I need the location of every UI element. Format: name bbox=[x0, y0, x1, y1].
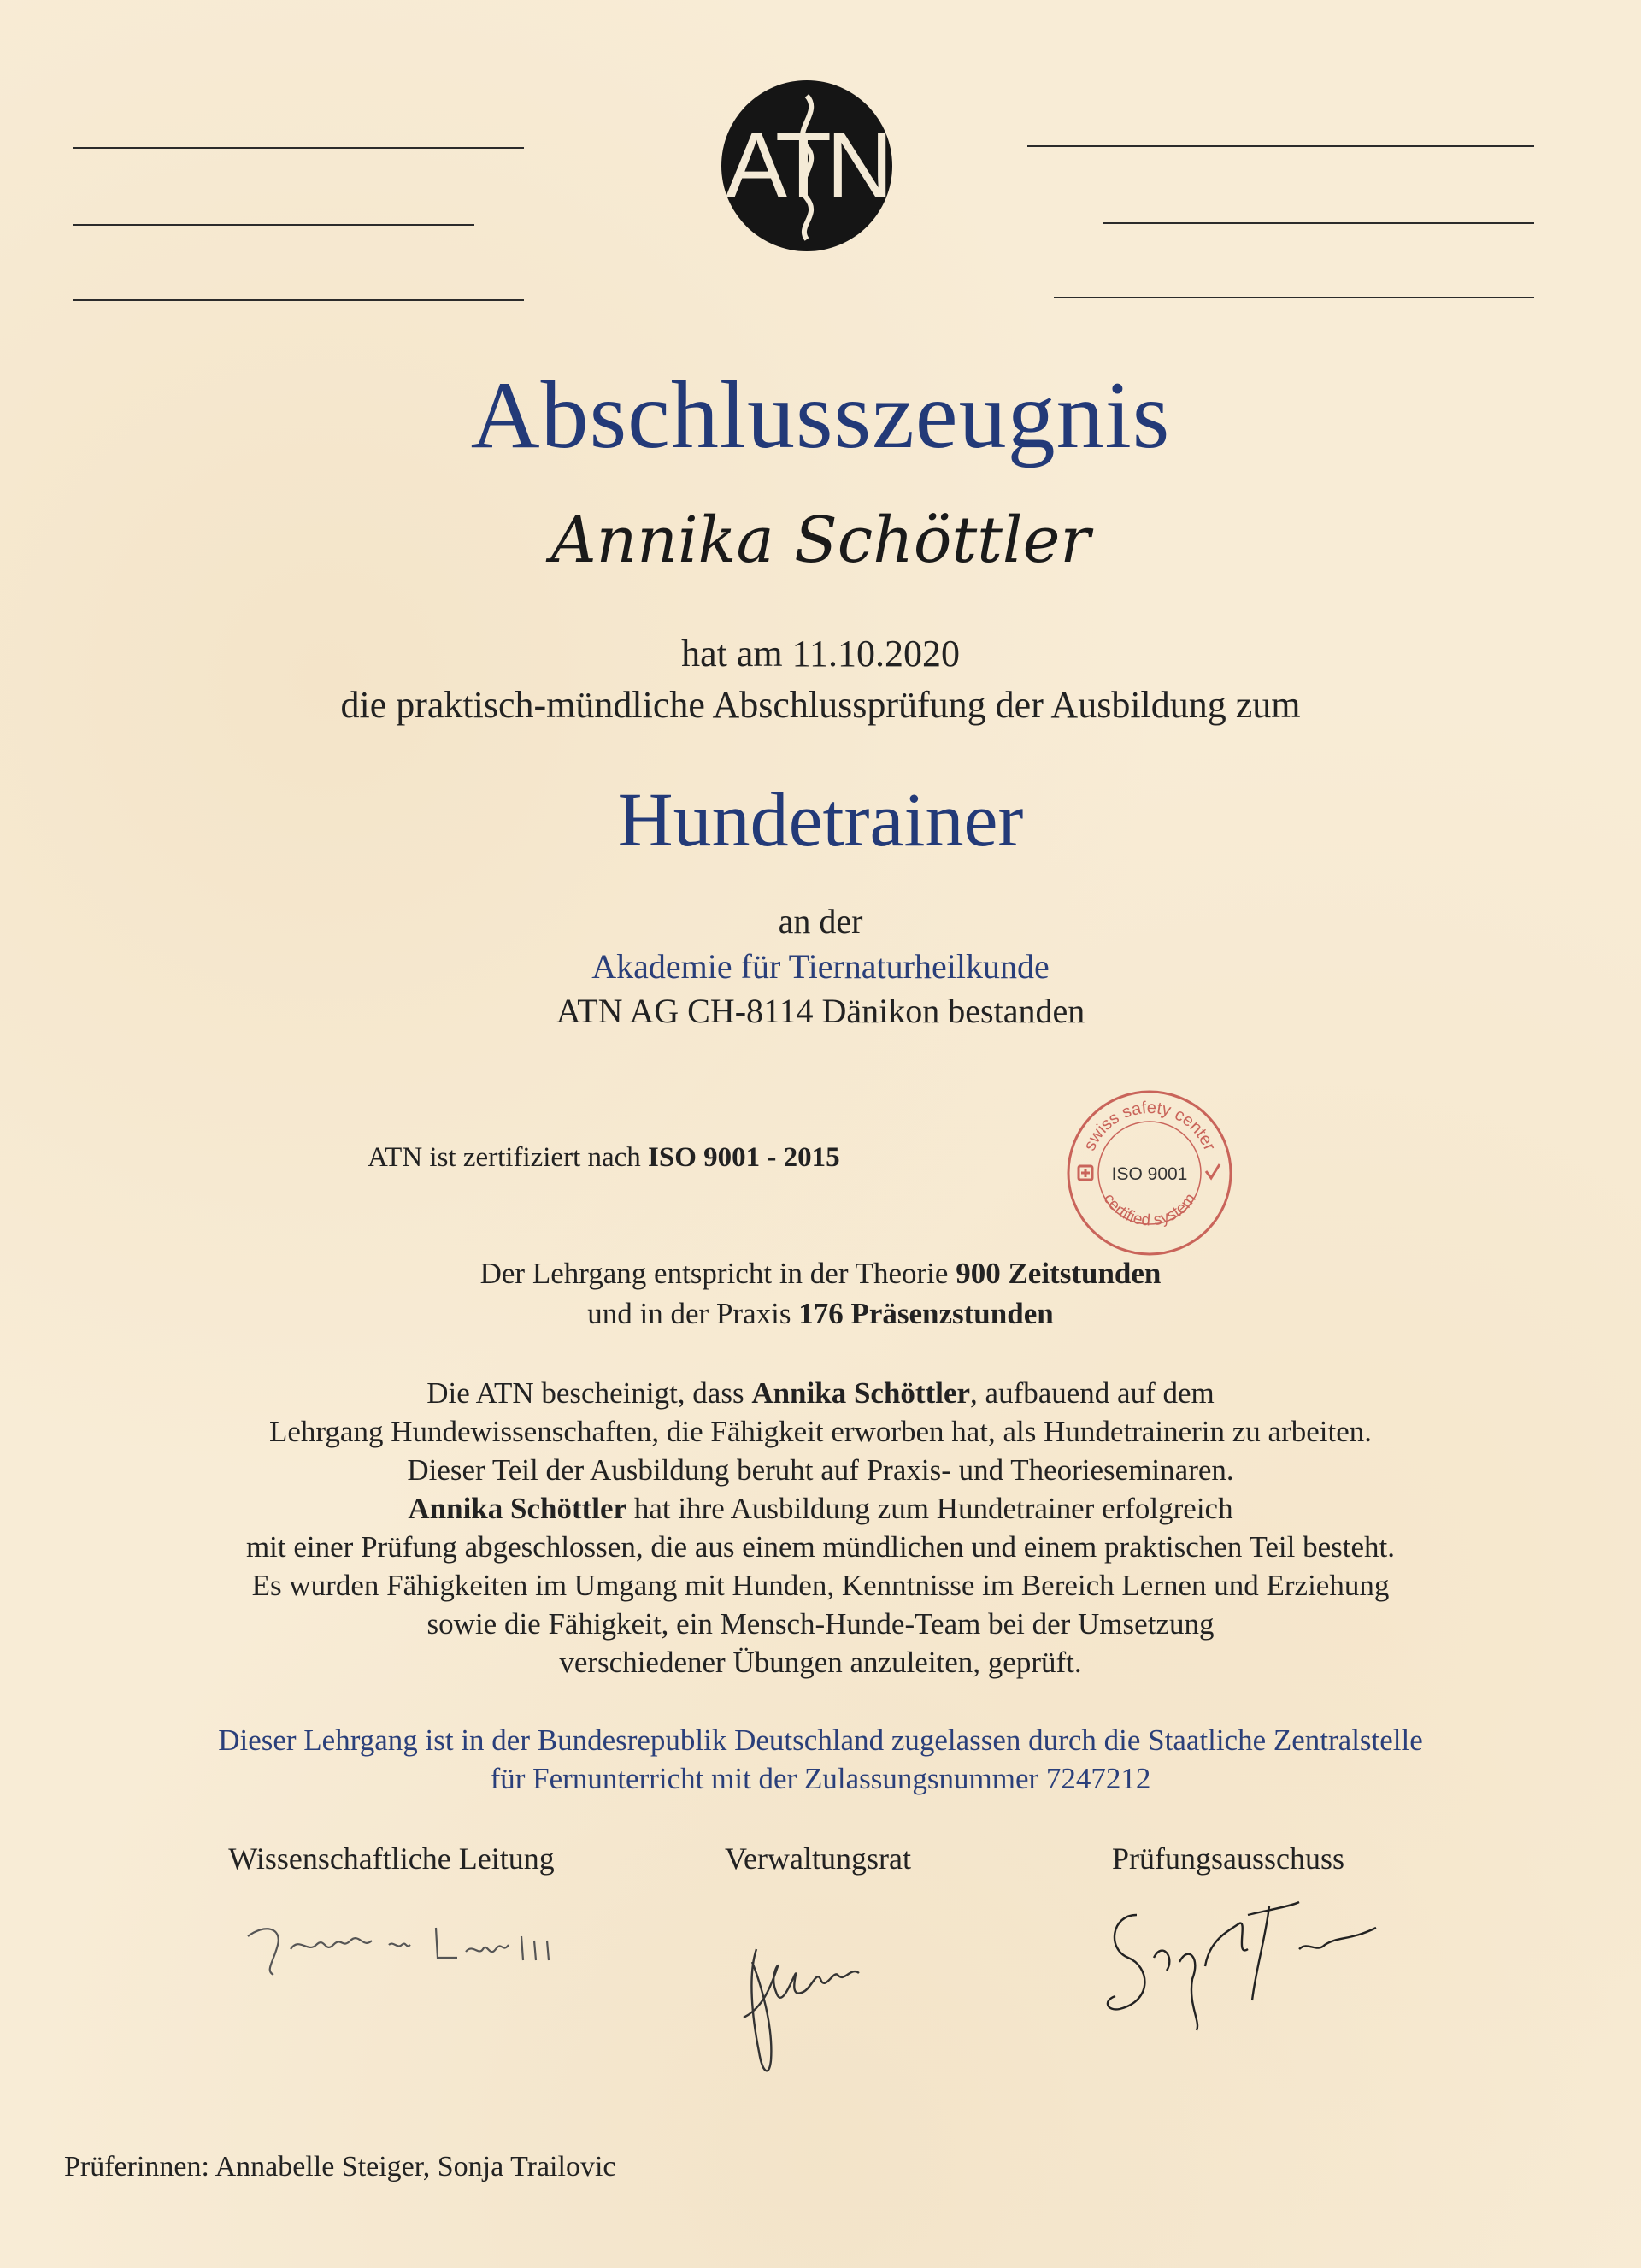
recipient-bold-2: Annika Schöttler bbox=[408, 1492, 627, 1525]
logo-text: ATN bbox=[726, 113, 888, 216]
header-line-left-2 bbox=[73, 224, 474, 226]
header-line-right-1 bbox=[1027, 145, 1534, 147]
signature-committee bbox=[1103, 1881, 1393, 2039]
header-line-left-1 bbox=[73, 147, 524, 149]
iso-prefix: ATN ist zertifiziert nach bbox=[368, 1142, 641, 1173]
atn-logo-icon bbox=[720, 79, 894, 253]
recipient-bold-1: Annika Schöttler bbox=[751, 1376, 971, 1410]
body-line-2: Lehrgang Hundewissenschaften, die Fähigkeit erworben hat, als Hundetrainerin zu arbeiten. bbox=[268, 1415, 1373, 1448]
body-line-7: sowie die Fähigkeit, ein Mensch-Hunde-Team bei der Umsetzung bbox=[426, 1607, 1215, 1641]
academy-name: Akademie für Tiernaturheilkunde bbox=[591, 947, 1050, 986]
theory-hours-prefix: Der Lehrgang entspricht in der Theorie bbox=[479, 1257, 949, 1290]
exam-date-line: hat am 11.10.2020 bbox=[681, 633, 960, 675]
seal-icon bbox=[1064, 1087, 1235, 1258]
iso-statement bbox=[368, 1142, 840, 1174]
examiners-line: Prüferinnen: Annabelle Steiger, Sonja Trailovic bbox=[64, 2151, 616, 2183]
svg-text:certified system bbox=[1099, 1190, 1199, 1229]
course-title: Hundetrainer bbox=[617, 778, 1024, 863]
body-line-5: mit einer Prüfung abgeschlossen, die aus einem mündlichen und einem praktischen Teil besteht. bbox=[245, 1530, 1396, 1564]
signature-label-committee: Prüfungsausschuss bbox=[1111, 1841, 1344, 1876]
body-line-1: Die ATN bescheinigt, dass Annika Schöttler, aufbauend auf dem bbox=[426, 1376, 1215, 1410]
theory-hours-line bbox=[0, 1257, 1641, 1291]
theory-hours-value: 900 Zeitstunden bbox=[956, 1257, 1162, 1290]
signature-label-scientific: Wissenschaftliche Leitung bbox=[228, 1841, 555, 1876]
practice-hours-prefix: und in der Praxis bbox=[587, 1297, 791, 1330]
seal-top-text: swiss safety center bbox=[1079, 1098, 1220, 1154]
certification-seal bbox=[1064, 1087, 1235, 1258]
body-line-4: Annika Schöttler hat ihre Ausbildung zum Hundetrainer erfolgreich bbox=[408, 1492, 1233, 1525]
practice-hours-line bbox=[0, 1297, 1641, 1331]
recipient-name: Annika Schöttler bbox=[550, 504, 1091, 577]
header-line-right-3 bbox=[1054, 297, 1534, 298]
seal-center-text: ISO 9001 bbox=[1111, 1164, 1188, 1184]
signature-board bbox=[709, 1881, 915, 2082]
body-line-3: Dieser Teil der Ausbildung beruht auf Praxis- und Theorieseminaren. bbox=[407, 1453, 1234, 1487]
body-line-8: verschiedener Übungen anzuleiten, geprüft. bbox=[559, 1646, 1082, 1679]
body-line-6: Es wurden Fähigkeiten im Umgang mit Hunden, Kenntnisse im Bereich Lernen und Erziehung bbox=[251, 1569, 1390, 1602]
certificate-title: Abschlusszeugnis bbox=[470, 362, 1171, 468]
approval-line-2: für Fernunterricht mit der Zulassungsnummer 7247212 bbox=[490, 1762, 1151, 1795]
exam-description-line: die praktisch-mündliche Abschlussprüfung der Ausbildung zum bbox=[340, 684, 1301, 726]
signature-scientific bbox=[239, 1911, 581, 1992]
signature-label-board: Verwaltungsrat bbox=[725, 1841, 911, 1876]
atn-logo bbox=[720, 79, 894, 253]
seal-bottom-text: certified system bbox=[1099, 1190, 1200, 1230]
header-line-left-3 bbox=[73, 299, 524, 301]
iso-standard: ISO 9001 - 2015 bbox=[648, 1142, 840, 1173]
header-line-right-2 bbox=[1103, 222, 1534, 224]
approval-paragraph bbox=[0, 1721, 1641, 1798]
at-line: an der bbox=[778, 902, 863, 940]
practice-hours-value: 176 Präsenzstunden bbox=[798, 1297, 1054, 1330]
body-paragraph bbox=[0, 1374, 1641, 1682]
academy-address: ATN AG CH-8114 Dänikon bestanden bbox=[556, 992, 1085, 1030]
approval-line-1: Dieser Lehrgang ist in der Bundesrepublik Deutschland zugelassen durch die Staatliche Zentralstelle bbox=[218, 1723, 1423, 1757]
